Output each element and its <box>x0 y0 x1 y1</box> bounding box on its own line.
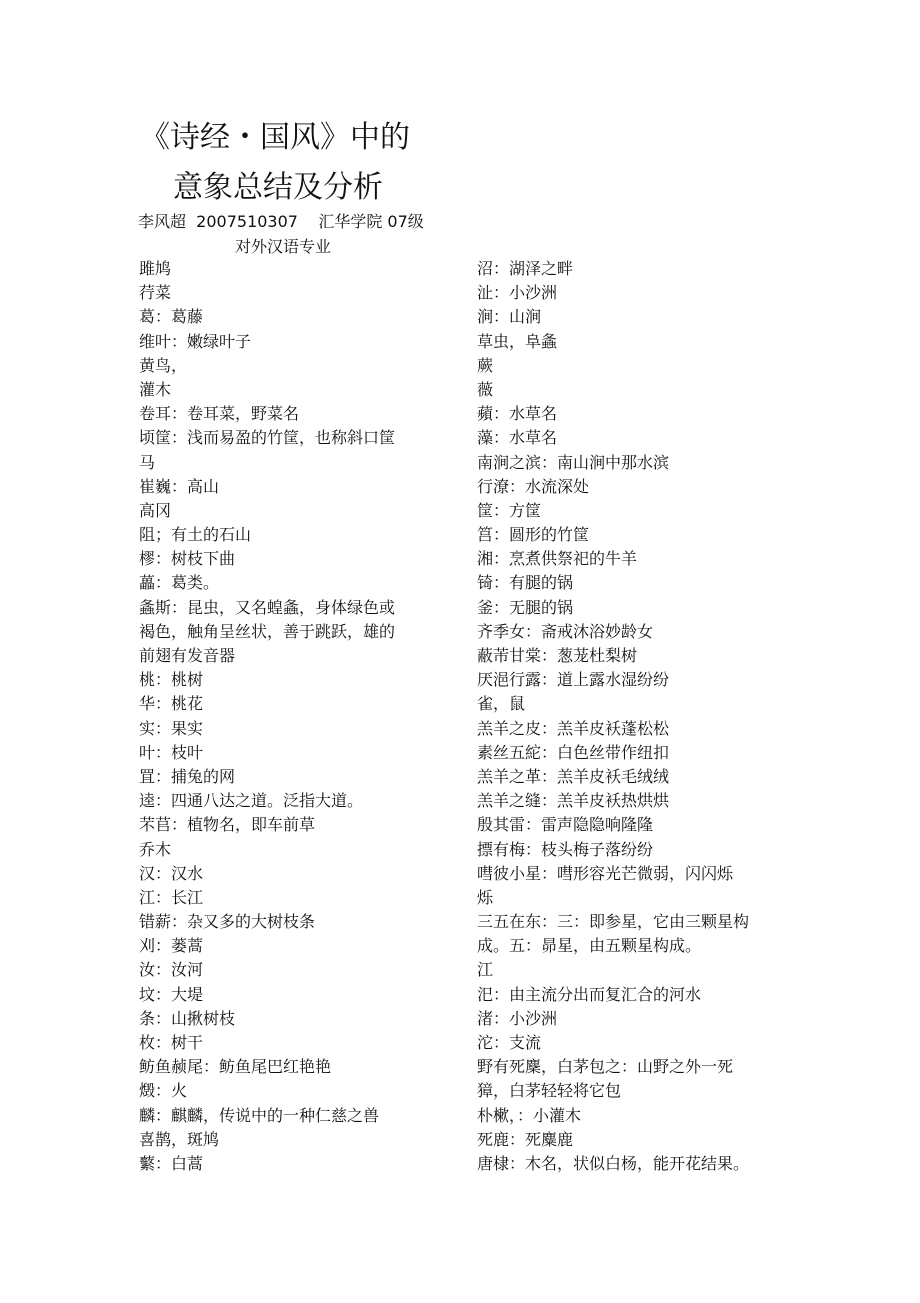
glossary-line: 汝：汝河 <box>139 960 204 980</box>
glossary-line: 湘：烹煮供祭祀的牛羊 <box>477 549 638 569</box>
glossary-line: 筥：圆形的竹筐 <box>477 525 590 545</box>
glossary-line: 乔木 <box>139 839 172 859</box>
glossary-line: 维叶：嫩绿叶子 <box>139 331 252 351</box>
glossary-line: 罝：捕兔的网 <box>139 766 236 786</box>
glossary-line: 汉：汉水 <box>139 863 204 883</box>
glossary-line: 汜：由主流分出而复汇合的河水 <box>477 984 702 1004</box>
glossary-line: 鲂鱼赪尾：鲂鱼尾巴红艳艳 <box>139 1057 332 1077</box>
glossary-line: 桃：桃树 <box>139 670 204 690</box>
glossary-line: 羔羊之革：羔羊皮袄毛绒绒 <box>477 766 670 786</box>
glossary-line: 嘒彼小星：嘒形容光芒微弱，闪闪烁 <box>477 863 734 883</box>
glossary-line: 逵：四通八达之道。泛指大道。 <box>139 791 364 811</box>
glossary-line: 唐棣：木名，状似白杨，能开花结果。 <box>477 1153 750 1173</box>
glossary-line: 渚：小沙洲 <box>477 1008 558 1028</box>
glossary-line: 烁 <box>477 887 494 907</box>
glossary-line: 枚：树干 <box>139 1033 204 1052</box>
glossary-line: 锜：有腿的锅 <box>477 573 574 593</box>
glossary-line: 条：山揪树枝 <box>139 1008 236 1028</box>
glossary-line: 前翅有发音器 <box>139 646 236 665</box>
glossary-line: 江：长江 <box>139 887 204 907</box>
glossary-line: 沼：湖泽之畔 <box>477 259 574 278</box>
glossary-line: 野有死麇，白茅包之：山野之外一死 <box>477 1057 734 1077</box>
glossary-line: 雀，鼠 <box>477 694 526 714</box>
glossary-line: 素丝五紽：白色丝带作纽扣 <box>477 742 670 762</box>
glossary-line: 樛：树枝下曲 <box>139 549 236 569</box>
glossary-line: 沚：小沙洲 <box>477 283 558 303</box>
glossary-line: 灌木 <box>139 379 172 399</box>
glossary-line: 羔羊之缝：羔羊皮袄热烘烘 <box>477 791 670 811</box>
glossary-line: 沱：支流 <box>477 1033 542 1052</box>
glossary-line: 筐：方筐 <box>477 500 542 520</box>
document-title-line1: 《诗经・国风》中的 <box>140 120 410 155</box>
glossary-line: 摽有梅：枝头梅子落纷纷 <box>477 839 654 859</box>
glossary-line: 黄鸟， <box>139 355 188 375</box>
glossary-line: 马 <box>139 452 156 472</box>
glossary-line: 喜鹊，斑鸠 <box>139 1129 220 1149</box>
glossary-line: 坟：大堤 <box>139 984 204 1004</box>
author-line: 李风超 2007510307 汇华学院 07级 <box>138 212 424 231</box>
glossary-line: 行潦：水流深处 <box>477 476 590 496</box>
glossary-line: 釜：无腿的锅 <box>477 597 574 617</box>
glossary-line: 华：桃花 <box>139 694 204 714</box>
glossary-line: 高冈 <box>139 500 172 520</box>
glossary-line: 齐季女：斋戒沐浴妙龄女 <box>477 621 654 641</box>
glossary-line: 殷其雷：雷声隐隐响隆隆 <box>477 815 654 835</box>
glossary-line: 阻；有土的石山 <box>139 525 252 545</box>
glossary-line: 蔽芾甘棠：葱茏杜梨树 <box>477 646 638 665</box>
glossary-line: 蘩：白蒿 <box>139 1153 204 1173</box>
glossary-line: 葛：葛藤 <box>139 307 204 327</box>
glossary-line: 蕨 <box>477 355 494 375</box>
glossary-line: 藟：葛类。 <box>139 573 220 593</box>
glossary-line: 卷耳：卷耳菜，野菜名 <box>139 404 300 424</box>
glossary-line: 藻：水草名 <box>477 428 558 448</box>
glossary-line: 厌浥行露：道上露水湿纷纷 <box>477 670 670 690</box>
glossary-line: 顷筐：浅而易盈的竹筐，也称斜口筐 <box>139 428 396 448</box>
glossary-line: 崔巍：高山 <box>139 476 220 496</box>
left-column <box>139 257 439 1176</box>
glossary-line: 江 <box>477 960 494 980</box>
glossary-line: 褐色，触角呈丝状，善于跳跃，雄的 <box>139 621 396 641</box>
glossary-line: 獐，白茅轻轻将它包 <box>477 1081 622 1101</box>
glossary-line: 薇 <box>477 379 494 399</box>
glossary-line: 实：果实 <box>139 718 204 738</box>
glossary-line: 草虫，阜螽 <box>477 331 558 351</box>
glossary-line: 南涧之滨：南山涧中那水滨 <box>477 452 670 472</box>
glossary-line: 羔羊之皮：羔羊皮袄蓬松松 <box>477 718 670 738</box>
glossary-line: 错薪：杂又多的大树枝条 <box>139 912 316 932</box>
glossary-line: 三五在东：三：即参星，它由三颗星构 <box>477 912 750 932</box>
document-title-line2: 意象总结及分析 <box>173 170 383 205</box>
glossary-line: 荇菜 <box>139 283 172 303</box>
right-column <box>477 257 777 1176</box>
glossary-line: 燬：火 <box>139 1081 188 1101</box>
glossary-line: 涧：山涧 <box>477 307 542 327</box>
glossary-line: 蘋：水草名 <box>477 404 558 424</box>
glossary-line: 死鹿：死麋鹿 <box>477 1129 574 1149</box>
glossary-line: 朴樕，：小灌木 <box>477 1105 582 1125</box>
glossary-line: 成。五：昴星，由五颗星构成。 <box>477 936 702 956</box>
glossary-line: 雎鸠 <box>139 259 172 278</box>
glossary-line: 刈：蒌蒿 <box>139 936 204 956</box>
glossary-line: 叶：枝叶 <box>139 742 204 762</box>
glossary-line: 螽斯：昆虫，又名蝗螽，身体绿色或 <box>139 597 396 617</box>
major-line: 对外汉语专业 <box>235 237 332 256</box>
glossary-line: 麟：麒麟，传说中的一种仁慈之兽 <box>139 1105 380 1125</box>
glossary-line: 芣苢：植物名，即车前草 <box>139 815 316 835</box>
